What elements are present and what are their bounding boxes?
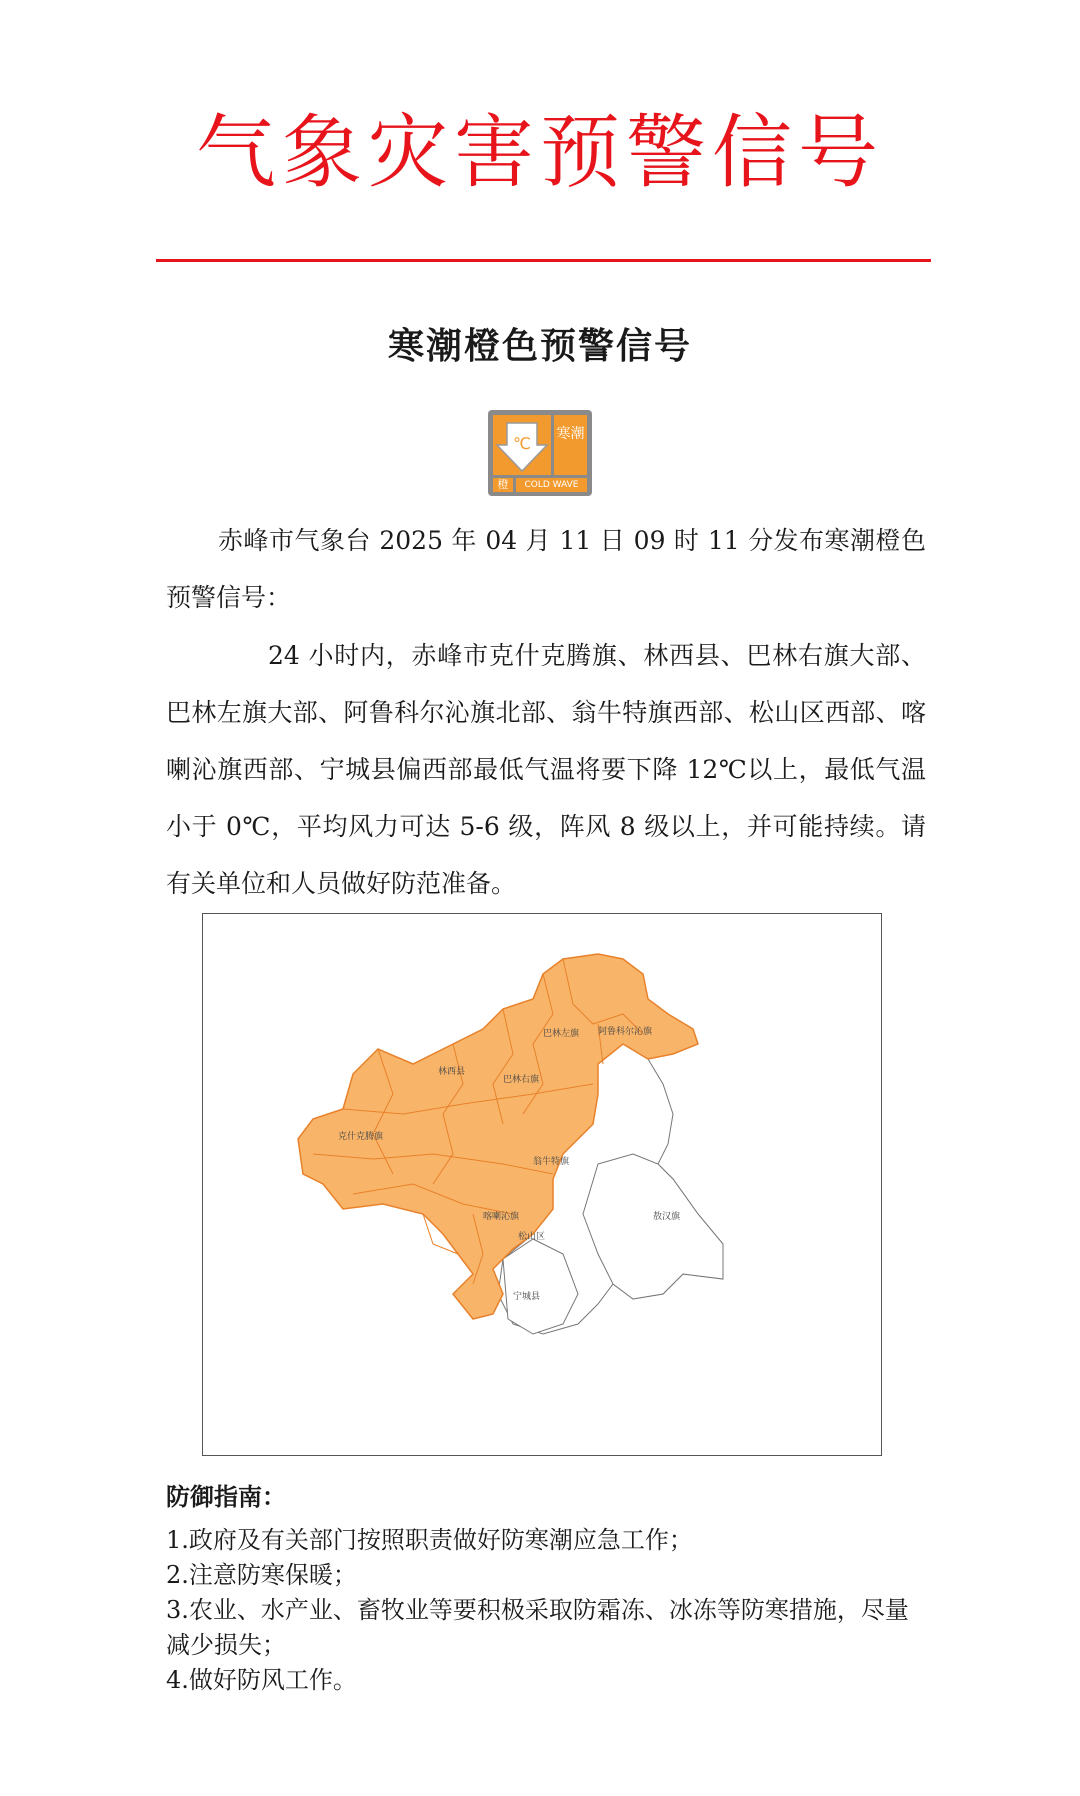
issue-paragraph: 赤峰市气象台 2025 年 04 月 11 日 09 时 11 分发布寒潮橙色预警信号： — [166, 526, 926, 612]
header-title: 气象灾害预警信号 — [196, 106, 884, 199]
map-label-ongniud: 翁牛特旗 — [533, 1157, 570, 1167]
map-label-ningcheng: 宁城县 — [513, 1292, 541, 1302]
guide-item: 4.做好防风工作。 — [166, 1666, 357, 1694]
warning-area-map — [202, 913, 882, 1456]
guide-title: 防御指南： — [166, 1482, 286, 1511]
map-label-bairin-right: 巴林右旗 — [503, 1075, 540, 1085]
map-label-harqin: 喀喇沁旗 — [483, 1212, 520, 1222]
signal-symbol: ℃ — [513, 434, 531, 453]
guide-item: 1.政府及有关部门按照职责做好防寒潮应急工作； — [166, 1526, 693, 1554]
signal-label-cn: 寒潮 — [554, 415, 587, 475]
cold-wave-orange-signal-icon — [488, 410, 592, 496]
map-label-hexigten: 克什克腾旗 — [338, 1132, 384, 1142]
header-divider — [156, 259, 931, 262]
thermometer-arrow-icon — [493, 415, 551, 475]
signal-label-en: COLD WAVE — [516, 478, 587, 492]
document-title: 寒潮橙色预警信号 — [387, 325, 692, 367]
map-label-bairin-left: 巴林左旗 — [543, 1029, 580, 1039]
map-label-ar-horqin: 阿鲁科尔沁旗 — [598, 1027, 653, 1037]
forecast-paragraph: 24 小时内，赤峰市克什克腾旗、林西县、巴林右旗大部、巴林左旗大部、阿鲁科尔沁旗北部、翁牛特旗西部、松山区西部、喀喇沁旗西部、宁城县偏西部最低气温将要下降 12℃以上，最低气温小于 0℃，平均风力可达 5-6 级，阵风 8 级以上，并可能持续。请有关单位和人员做好防范准备。 — [166, 641, 926, 898]
map-label-aohan: 敖汉旗 — [653, 1212, 681, 1222]
map-label-linxi: 林西县 — [438, 1067, 466, 1077]
map-label-songshan: 松山区 — [518, 1232, 546, 1242]
guide-item: 2.注意防寒保暖； — [166, 1561, 357, 1589]
guide-list — [166, 1523, 926, 1698]
signal-level: 橙 — [493, 478, 513, 492]
guide-item: 3.农业、水产业、畜牧业等要积极采取防霜冻、冰冻等防寒措施，尽量减少损失； — [166, 1596, 909, 1659]
